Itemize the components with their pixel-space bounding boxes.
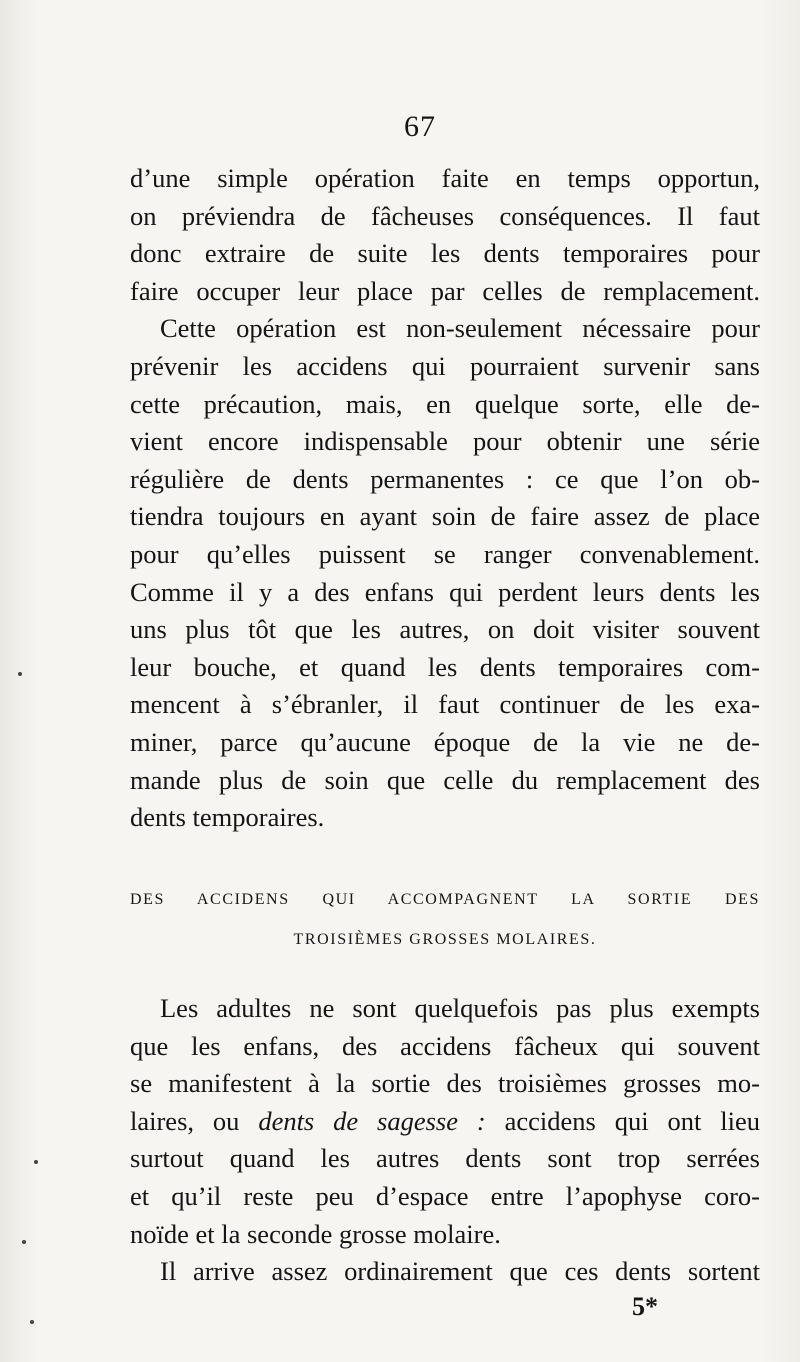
print-speck (22, 1240, 26, 1244)
print-speck (34, 1160, 38, 1164)
text-line: Il arrive assez ordinairement que ces dents sortent (160, 1256, 760, 1287)
text-line: leur bouche, et quand les dents temporaires com- (130, 651, 760, 682)
text-line: mencent à s’ébranler, il faut continuer de les exa- (130, 689, 760, 720)
section-heading-line-1: DES ACCIDENS QUI ACCOMPAGNENT LA SORTIE DES (130, 891, 760, 908)
text-line: et qu’il reste peu d’espace entre l’apophyse coro- (130, 1180, 760, 1211)
text-line: faire occuper leur place par celles de remplacement. (130, 275, 760, 306)
page-number: 67 (404, 110, 436, 143)
text-segment: laires, ou (130, 1105, 259, 1136)
body-text-bottom (130, 990, 760, 1291)
signature-mark: 5* (632, 1292, 658, 1321)
body-text-top (130, 160, 760, 837)
text-line: donc extraire de suite les dents temporaires pour (130, 238, 760, 269)
print-speck (18, 672, 22, 676)
text-line: que les enfans, des accidens fâcheux qui souvent (130, 1030, 760, 1061)
italic-term: dents de sagesse : (258, 1105, 486, 1136)
text-line: dents temporaires. (130, 802, 325, 833)
text-line: prévenir les accidens qui pourraient survenir sans (130, 350, 760, 381)
text-line: se manifestent à la sortie des troisièmes grosses mo- (130, 1068, 760, 1099)
text-line: surtout quand les autres dents sont trop serrées (130, 1143, 760, 1174)
text-line: mande plus de soin que celle du remplacement des (130, 764, 760, 795)
text-line: Comme il y a des enfans qui perdent leurs dents les (130, 576, 760, 607)
print-speck (30, 1320, 34, 1324)
text-line: on préviendra de fâcheuses conséquences. Il faut (130, 200, 760, 231)
section-heading (130, 880, 760, 960)
text-line: tiendra toujours en ayant soin de faire assez de place (130, 501, 760, 532)
text-segment: accidens qui ont lieu (485, 1105, 760, 1136)
text-line: régulière de dents permanentes : ce que l’on ob- (130, 463, 760, 494)
section-heading-line-2: TROISIÈMES GROSSES MOLAIRES. (293, 931, 597, 948)
text-line: noïde et la seconde grosse molaire. (130, 1218, 501, 1249)
text-line-with-italic (130, 1103, 760, 1141)
text-line: d’une simple opération faite en temps opportun, (130, 163, 760, 193)
text-line: pour qu’elles puissent se ranger convenablement. (130, 538, 760, 569)
text-line: cette précaution, mais, en quelque sorte, elle de- (130, 388, 760, 419)
text-line: vient encore indispensable pour obtenir une série (130, 426, 760, 457)
text-line: uns plus tôt que les autres, on doit visiter souvent (130, 614, 760, 645)
text-line: miner, parce qu’aucune époque de la vie ne de- (130, 726, 760, 757)
text-line: Les adultes ne sont quelquefois pas plus exempts (160, 993, 760, 1023)
text-line: Cette opération est non-seulement nécessaire pour (160, 313, 760, 344)
